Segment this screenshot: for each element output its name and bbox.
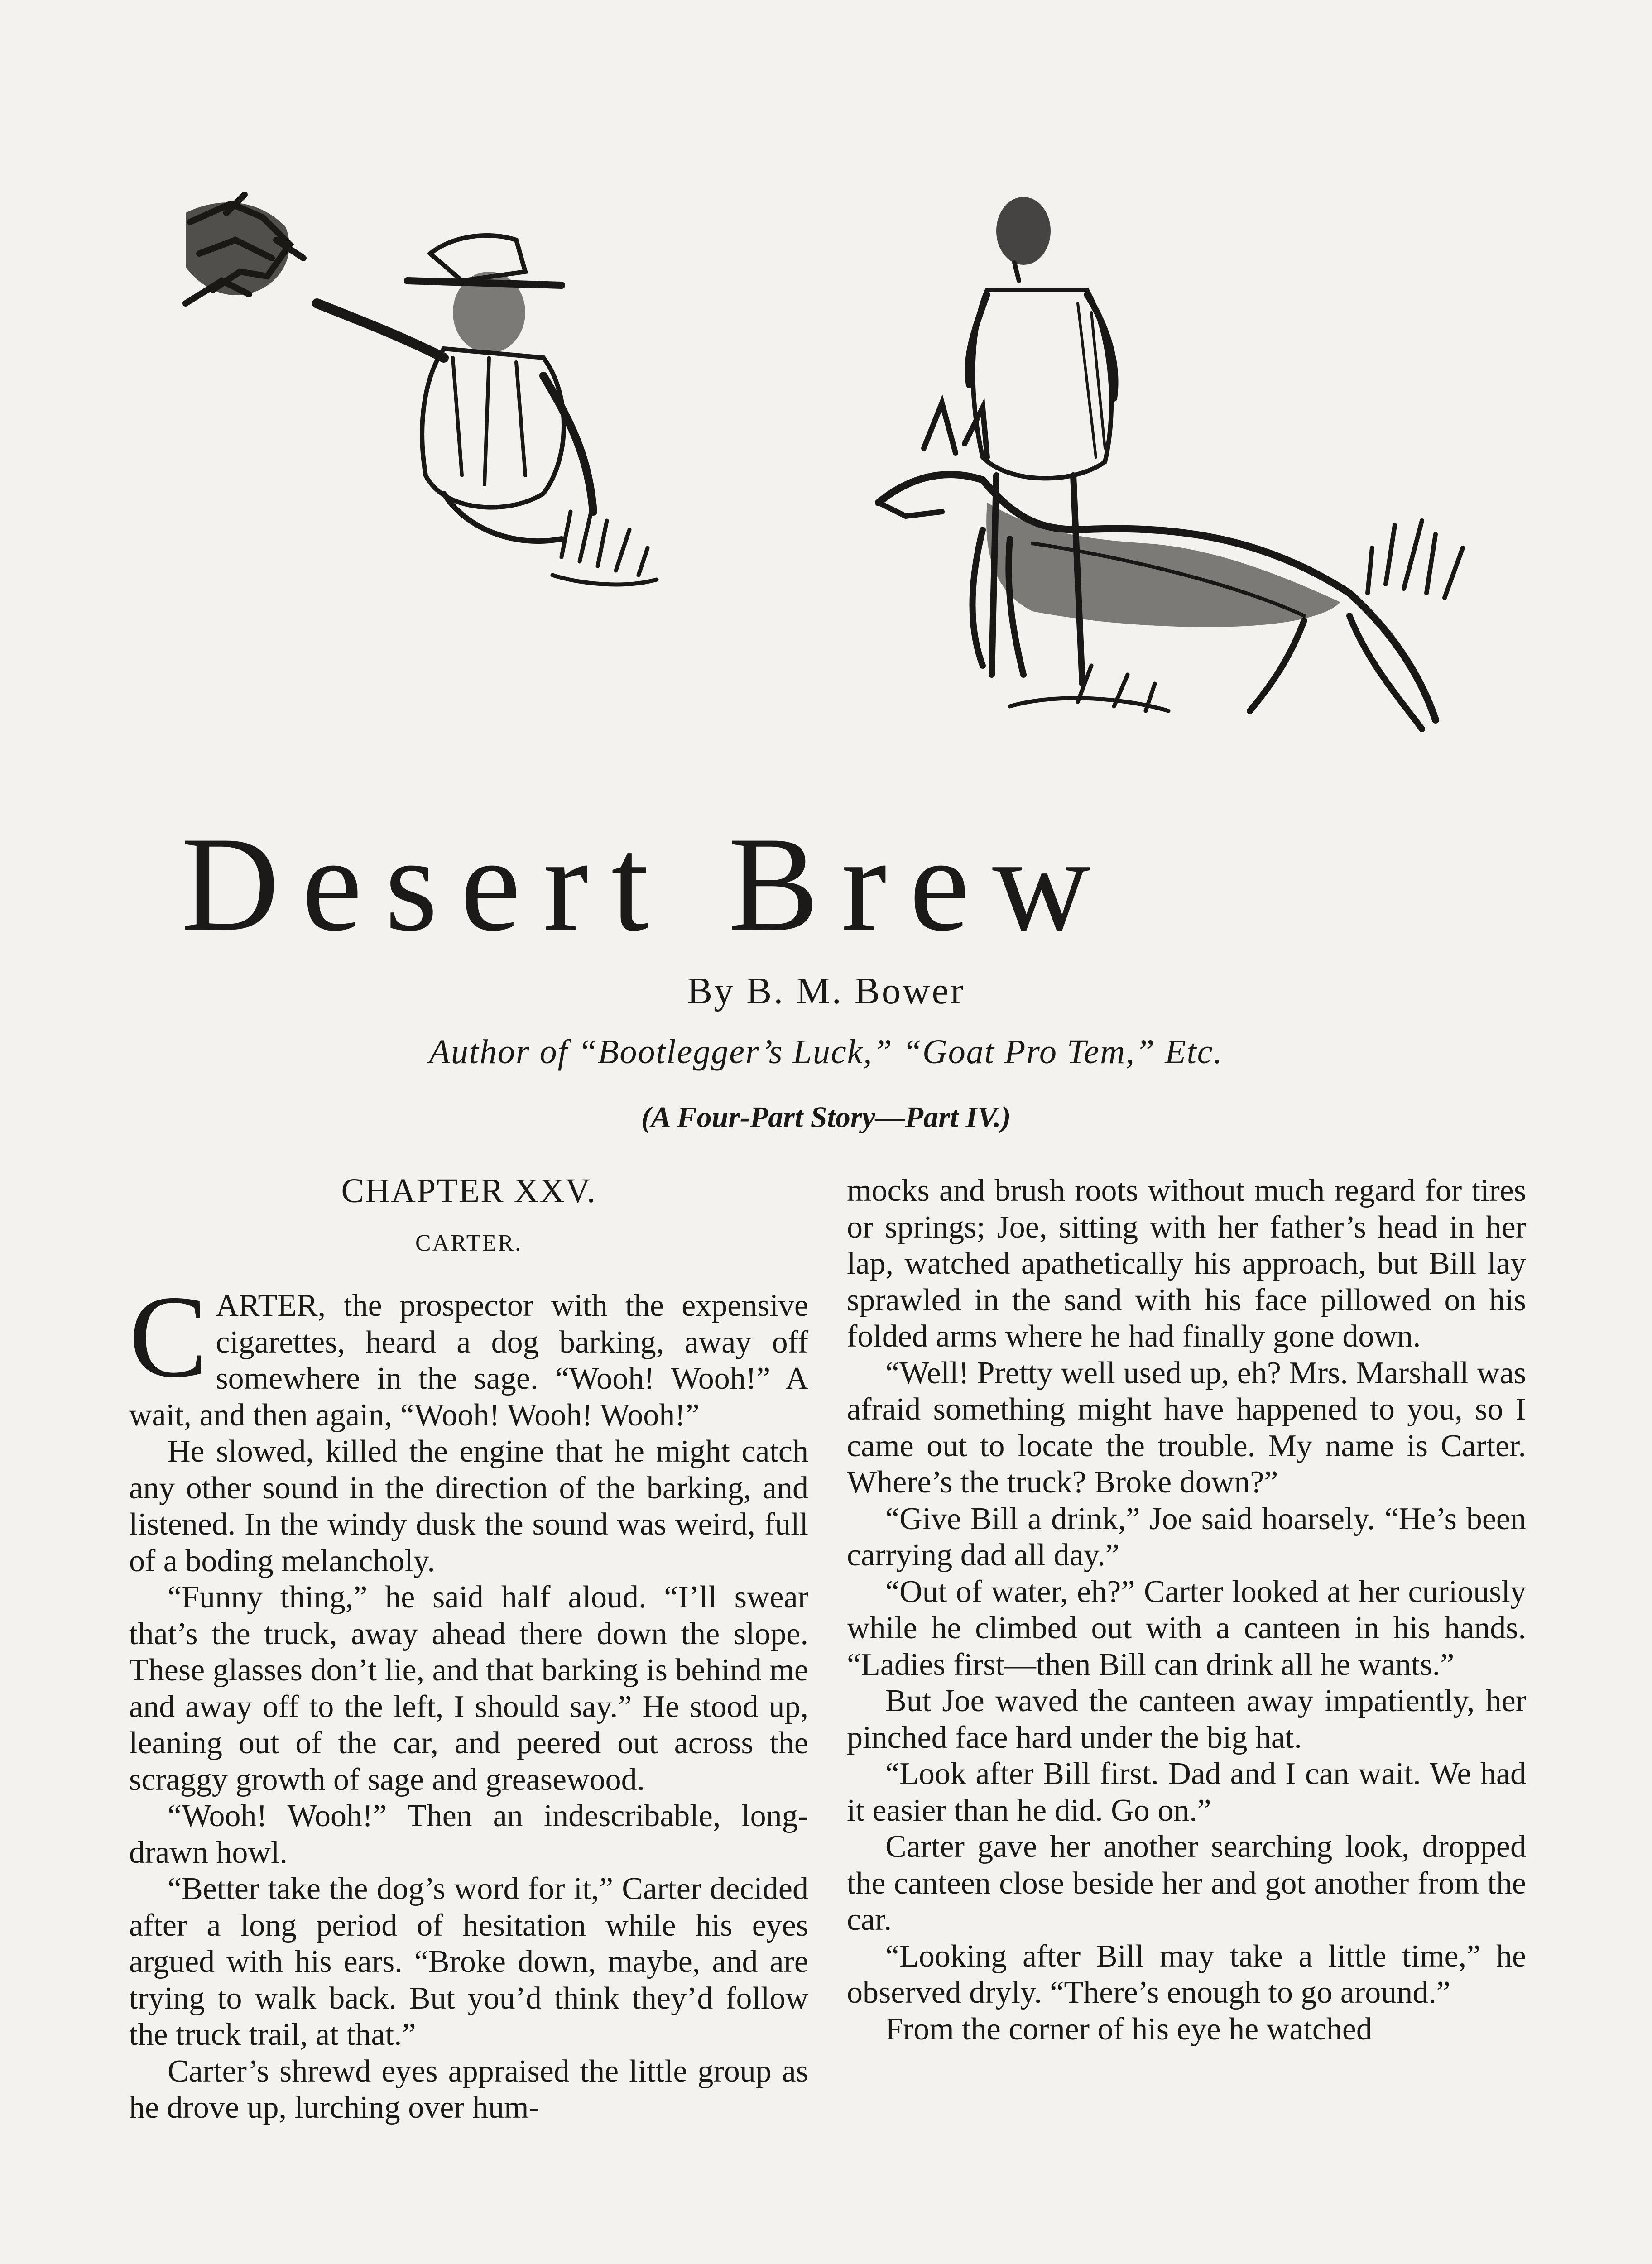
prospector-figure [317, 235, 593, 541]
drop-cap: C [129, 1271, 208, 1402]
grass-center [552, 503, 657, 585]
author-credits: Author of “Bootlegger’s Luck,” “Goat Pro Tem,” Etc. [429, 1033, 1223, 1071]
brush-left-mass [186, 202, 289, 295]
grass-right [1368, 521, 1463, 598]
paragraph: “Funny thing,” he said half aloud. “I’ll swear that’s the truck, away ahead there down the slope. These glasses don’t lie, and that barking is behind me and away off to the left, I should say.” He stood up, leaning out of the car, and peered out across the scraggy growth of sage and greasewood. [129, 1580, 808, 1797]
right-column [847, 1173, 1526, 2048]
chapter-subtitle: CARTER. [415, 1230, 522, 1256]
paragraph: Carter gave her another searching look, dropped the canteen close beside her and got another from the car. [847, 1829, 1526, 1937]
left-column [129, 1173, 808, 2126]
paragraph: He slowed, killed the engine that he might catch any other sound in the direction of the barking, and listened. In the windy dusk the sound was weird, full of a boding melancholy. [129, 1434, 808, 1578]
part-note: (A Four-Part Story—Part IV.) [641, 1101, 1011, 1134]
paragraph: From the corner of his eye he watched [885, 2011, 1372, 2047]
paragraph: “Wooh! Wooh!” Then an indescribable, long-drawn howl. [129, 1799, 808, 1870]
paragraph [129, 1271, 808, 1434]
paragraph: “Looking after Bill may take a little time,” he observed dryly. “There’s enough to go around.” [847, 1938, 1526, 2010]
paragraph: “Out of water, eh?” Carter looked at her curiously while he climbed out with a canteen in his hands. “Ladies first—then Bill can drink all he wants.” [847, 1574, 1526, 1682]
paragraph: mocks and brush roots without much regard for tires or springs; Joe, sitting with her father’s head in her lap, watched apathetically his approach, but Bill lay sprawled in the sand with his face pillowed on his folded arms where he had finally gone down. [847, 1173, 1526, 1354]
paragraph: Carter’s shrewd eyes appraised the little group as he drove up, lurching over hum- [129, 2053, 808, 2125]
paragraph: “Look after Bill first. Dad and I can wait. We had it easier than he did. Go on.” [847, 1756, 1526, 1828]
paragraph: “Give Bill a drink,” Joe said hoarsely. “He’s been carrying dad all day.” [847, 1501, 1526, 1573]
grass-bottom [1010, 666, 1168, 711]
paragraph-text: ARTER, the prospector with the expensive cigarettes, heard a dog barking, away off somewhere in the sage. “Wooh! Wooh!” A wait, and then again, “Wooh! Wooh! Wooh!” [129, 1288, 808, 1433]
paragraph: “Better take the dog’s word for it,” Carter decided after a long period of hesitation while his eyes argued with his ears. “Broke down, maybe, and are trying to walk back. But you’d think they’d follow the truck trail, at that.” [129, 1871, 808, 2052]
story-title: Desert Brew [181, 809, 1113, 959]
paragraph: But Joe waved the canteen away impatiently, her pinched face hard under the big hat. [847, 1684, 1526, 1755]
chapter-heading: CHAPTER XXV. [341, 1172, 596, 1210]
dog-figure [879, 403, 1436, 729]
paragraph: “Well! Pretty well used up, eh? Mrs. Marshall was afraid something might have happened to you, so I came out to locate the trouble. My name is Carter. Where’s the truck? Broke down?” [847, 1355, 1526, 1500]
byline: By B. M. Bower [687, 970, 965, 1012]
